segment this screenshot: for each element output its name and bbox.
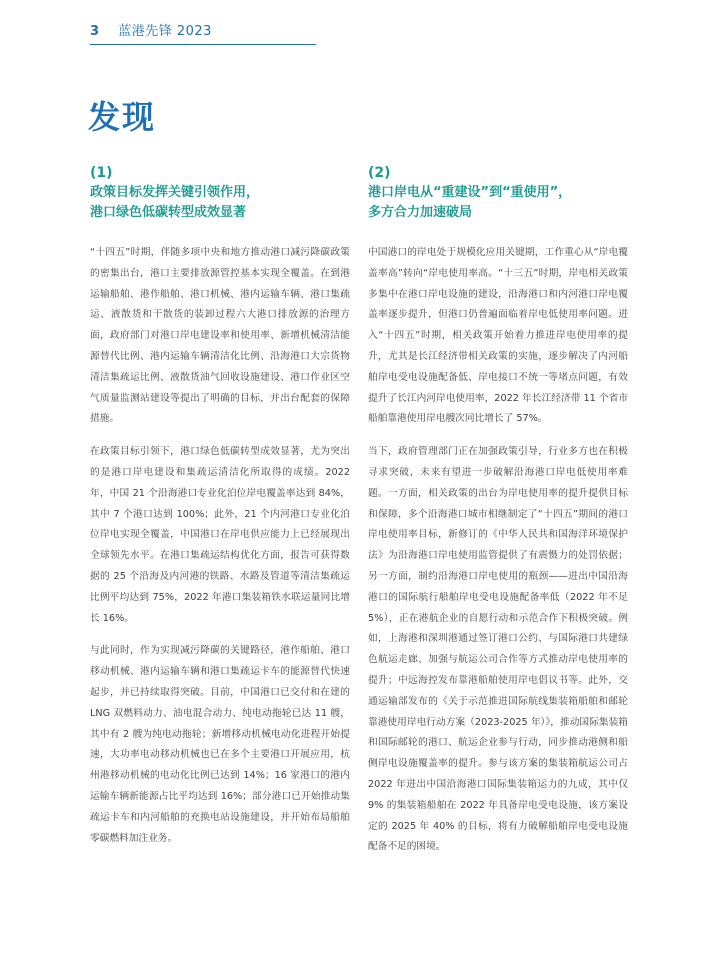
body-paragraph: 当下，政府管理部门正在加强政策引导，行业多方也在积极寻求突破，未来有望进一步破解沿海港口岸电低使用率难题。一方面，相关政策的出台为岸电使用率的提升提供目标和保障，多个沿海港口城市相继制定了“十四五”期间的港口岸电使用率目标，新修订的《中华人民共和国海洋环境保护法》为沿海港口岸电使用监管提供了有震慑力的处罚依据；另一方面，制约沿海港口岸电使用的瓶颈——进出中国沿海港口的国际航行船舶岸电受电设施配备率低（2022 年不足 5%），正在港航企业的自愿行动和示范合作下积极突破。例如，上海港和深圳港通过签订港口公约、与国际港口共建绿色航运走廊、加强与航运公司合作等方式推动岸电使用率的提升；中远海控发布靠港船舶使用岸电倡议书等。此外，交通运输部发布的《关于示范推进国际航线集装箱船舶和邮轮靠港使用岸电行动方案（2023-2025 年）》，推动国际集装箱和国际邮轮的港口、航运企业参与行动，同步推动港侧和船侧岸电设施覆盖率的提升。参与该方案的集装箱航运公司占 2022 年进出中国沿海港口国际集装箱运力的九成，其中仅 9% 的集装箱船舶在 2022 年具备岸电受电设施，该方案设定的 2025 年 40% 的目标，将有力破解船舶岸电受电设施配备不足的困境。 [368,446,628,853]
body-paragraph: 与此同时，作为实现减污降碳的关键路径，港作船舶、港口移动机械、港内运输车辆和港口集疏运卡车的能源替代快速起步，并已持续取得突破。目前，中国港口已交付和在建的 LNG 双燃料动力、油电混合动力、纯电动拖轮已达 11 艘，其中有 2 艘为纯电动拖轮；新增移动机械电动化进程开始提速，大功率电动移动机械也已在多个主要港口开展应用，杭州港移动机械的电动化比例已达到 14%；16 家港口的港内运输车辆新能源占比平均达到 16%；部分港口已开始推动集疏运卡车和内河船舶的充换电站设施建设，并开始布局船舶零碳燃料加注业务。 [90,645,350,844]
section-1 [90,163,350,861]
section-title-line: 多方合力加速破局 [368,205,473,220]
section-title [90,183,350,223]
section-title-line: 政策目标发挥关键引领作用， [90,185,260,200]
section-title-line: 港口绿色低碳转型成效显著 [90,205,247,220]
section-title [368,183,628,223]
section-2 [368,163,628,870]
publication-title: 蓝港先锋 2023 [118,24,212,39]
page-number: 3 [90,24,100,39]
body-paragraph: “十四五”时期，伴随多项中央和地方推动港口减污降碳政策的密集出台，港口主要排放源管控基本实现全覆盖。在到港运输船舶、港作船舶、港口机械、港内运输车辆、港口集疏运、液散货和干散货的装卸过程六大港口排放源的治理方面，政府部门对港口岸电建设率和使用率、新增机械清洁能源替代比例、港内运输车辆清洁化比例、沿海港口大宗货物清洁集疏运比例、液散货油气回收设施建设、港口作业区空气质量监测站建设等提出了明确的目标，并出台配套的保障措施。 [90,247,350,425]
page-title: 发现 [88,98,157,136]
section-title-line: 港口岸电从“重建设”到“重使用”， [368,185,572,200]
body-paragraph: 中国港口的岸电处于规模化应用关键期，工作重心从“岸电覆盖率高”转向“岸电使用率高。“十三五”时期，岸电相关政策多集中在港口岸电设施的建设，沿海港口和内河港口岸电覆盖率逐步提升，但港口仍普遍面临着岸电低使用率问题。进入“十四五”时期，相关政策开始着力推进岸电使用率的提升，尤其是长江经济带相关政策的实施，逐步解决了内河船舶岸电受电设施配备低、岸电接口不统一等堵点问题，有效提升了长江内河岸电使用率，2022 年长江经济带 11 个省市船舶靠港使用岸电艘次同比增长了 57%。 [368,247,628,425]
section-number: (1) [90,165,113,181]
running-header [90,20,212,39]
body-paragraph: 在政策目标引领下，港口绿色低碳转型成效显著，尤为突出的是港口岸电建设和集疏运清洁化所取得的成绩。2022 年，中国 21 个沿海港口专业化泊位岸电覆盖率达到 84%，其中 7 个港口达到 100%；此外，21 个内河港口专业化泊位岸电实现全覆盖，中国港口在岸电供应能力上已经展现出全球领先水平。在港口集疏运结构优化方面，报告可获得数据的 25 个沿海及内河港的铁路、水路及管道等清洁集疏运比例平均达到 75%，2022 年港口集装箱铁水联运量同比增长 16%。 [90,446,350,624]
section-number: (2) [368,165,391,181]
header-divider [90,44,316,45]
